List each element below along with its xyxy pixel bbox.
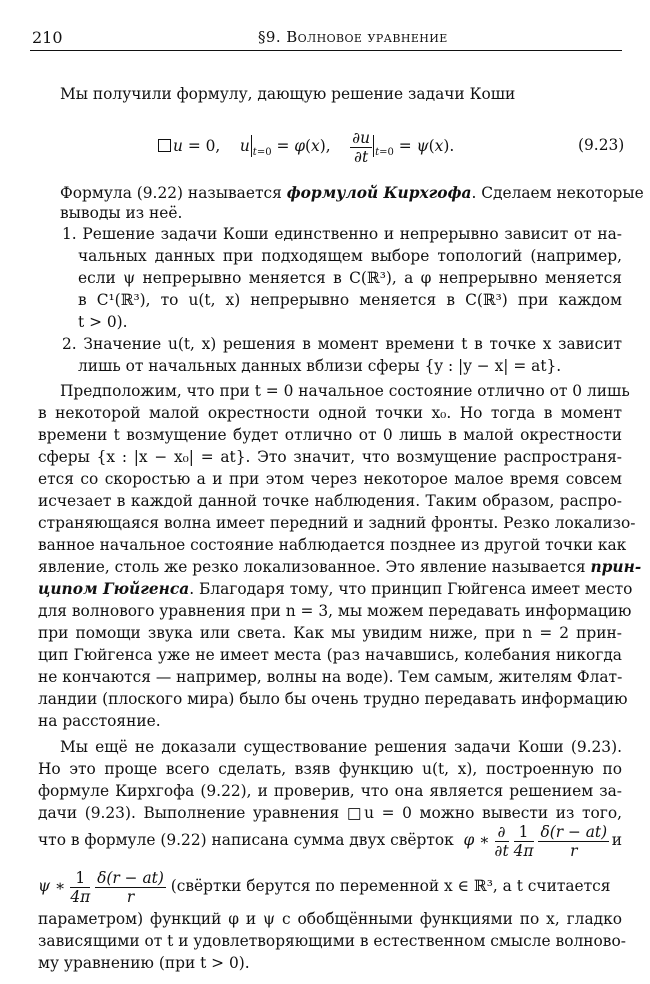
paragraph-2-line: в некоторой малой окрестности одной точки x₀. Но тогда в момент [38, 404, 622, 422]
huygens-term-part-2: ципом Гюйгенса [38, 580, 190, 598]
paragraph-2-line: ландии (плоского мира) было бы очень трудно передавать информацию [38, 690, 628, 708]
paragraph-2-line: ется со скоростью a и при этом через некоторое малое время совсем [38, 470, 622, 488]
paragraph-2-line: для волнового уравнения при n = 3, мы можем передавать информацию [38, 602, 632, 620]
equation-9-23: u = 0, u $_{t=0}$ = φ(x), $\frac{\partial u}{\partial t}$ $_{t=0}$ = ψ(x). [158, 124, 454, 168]
paragraph-2-line: явление, столь же резко локализованное. Это явление называется прин- [38, 558, 642, 576]
paragraph-2-line: сферы {x : |x − x₀| = at}. Это значит, что возмущение распространя- [38, 448, 622, 466]
convolution-line-1: что в формуле (9.22) написана сумма двух свёрток φ ∗ $\frac{\partial}{\partial t}$ $\frac{1}{4\pi}$ $\frac{\delta(r - at)}{r}$ и [38, 822, 622, 860]
page-header [30, 28, 622, 51]
paragraph-1-line-2: выводы из неё. [60, 204, 183, 222]
paragraph-2-line: времени t возмущение будет отлично от 0 лишь в малой окрестности [38, 426, 622, 444]
paragraph-3-line: формуле Кирхгофа (9.22), и проверив, что она является решением за- [38, 782, 622, 800]
paragraph-2-line: не кончаются — например, волны на воде). Тем самым, жителям Флат- [38, 668, 623, 686]
list-item-2-line-2: лишь от начальных данных вблизи сферы {y : |y − x| = at}. [78, 357, 562, 375]
huygens-term-part-1: прин- [590, 558, 642, 576]
paragraph-2-line: исчезает в каждой данной точке наблюдения. Таким образом, распро- [38, 492, 622, 510]
paragraph-1-line-1: Формула (9.22) называется формулой Кирхгофа. Сделаем некоторые [60, 184, 644, 202]
paragraph-2-line: ципом Гюйгенса. Благодаря тому, что принцип Гюйгенса имеет место [38, 580, 633, 598]
convolution-line-2: ψ ∗ $\frac{1}{4\pi}$ $\frac{\delta(r - at)}{r}$ (свёртки берутся по переменной x ∈ ℝ³, а t считается [38, 868, 611, 906]
list-item-1-line-2: чальных данных при подходящем выборе топологий (например, [78, 247, 622, 265]
page-number: 210 [32, 28, 63, 47]
paragraph-2-line: при помощи звука или света. Как мы увидим ниже, при n = 2 прин- [38, 624, 622, 642]
partial-derivative-fraction: $\frac{\partial u}{\partial t}$ [352, 128, 371, 166]
list-item-2-line-1: 2. Значение u(t, x) решения в момент времени t в точке x зависит [62, 335, 622, 353]
equation-number: (9.23) [578, 136, 625, 154]
running-title: §9. Волновое уравнение [258, 28, 448, 46]
formula-fraction: $\frac{1}{4\pi}$ [70, 868, 91, 906]
paragraph-3-line: му уравнению (при t > 0). [38, 954, 250, 972]
paragraph-2-line: ванное начальное состояние наблюдается позднее из другой точки как [38, 536, 627, 554]
list-item-1-line-1: 1. Решение задачи Коши единственно и непрерывно зависит от на- [62, 225, 622, 243]
kirchhoff-term: формулой Кирхгофа [286, 184, 472, 202]
paragraph-3-line: дачи (9.23). Выполнение уравнения □u = 0 можно вывести из того, [38, 804, 622, 822]
formula-fraction: $\frac{\partial}{\partial t}$ [494, 822, 509, 860]
list-item-1-line-5: t > 0). [78, 313, 128, 331]
intro-line: Мы получили формулу, дающую решение задачи Коши [60, 85, 516, 103]
paragraph-2-line: страняющаяся волна имеет передний и задний фронты. Резко локализо- [38, 514, 636, 532]
list-item-1-line-3: если ψ непрерывно меняется в C(ℝ³), а φ непрерывно меняется [78, 269, 622, 287]
paragraph-3-line: зависящими от t и удовлетворяющими в естественном смысле волново- [38, 932, 626, 950]
paragraph-2-line: Предположим, что при t = 0 начальное состояние отлично от 0 лишь [60, 382, 630, 400]
formula-fraction: $\frac{\delta(r - at)}{r}$ [540, 822, 608, 860]
paragraph-3-line: Но это проще всего сделать, взяв функцию u(t, x), построенную по [38, 760, 622, 778]
paragraph-2-line: цип Гюйгенса уже не имеет места (раз начавшись, колебания никогда [38, 646, 622, 664]
formula-fraction: $\frac{\delta(r - at)}{r}$ [97, 868, 164, 906]
dalembertian-symbol [158, 139, 171, 152]
paragraph-3-line: параметром) функций φ и ψ с обобщёнными функциями по x, гладко [38, 910, 622, 928]
paragraph-3-line: Мы ещё не доказали существование решения задачи Коши (9.23). [60, 738, 622, 756]
paragraph-2-line: на расстояние. [38, 712, 161, 730]
formula-fraction: $\frac{1}{4\pi}$ [513, 822, 534, 860]
list-item-1-line-4: в C¹(ℝ³), то u(t, x) непрерывно меняется в C(ℝ³) при каждом [78, 291, 622, 309]
